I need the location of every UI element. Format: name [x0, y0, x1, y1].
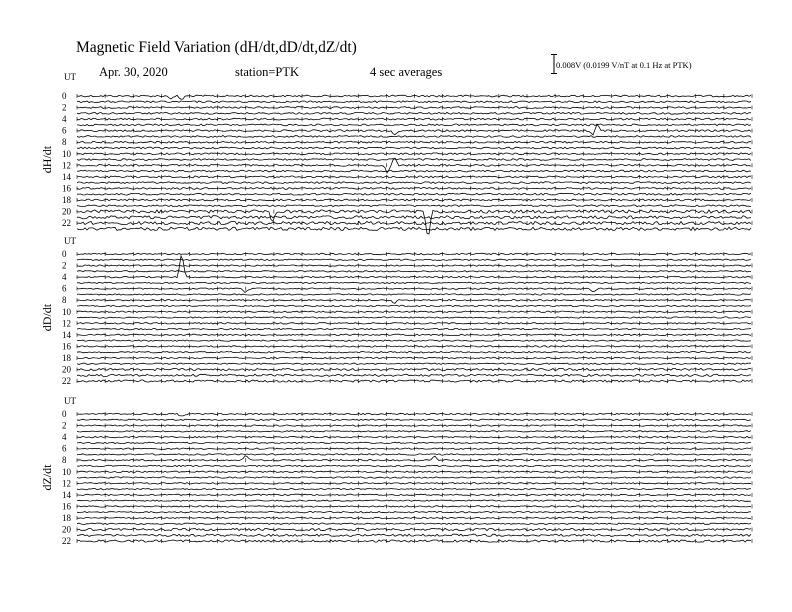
- date-label: Apr. 30, 2020: [99, 65, 168, 79]
- trace-line: [77, 380, 751, 382]
- trace-line: [77, 471, 751, 472]
- trace-line: [77, 259, 751, 260]
- trace-line: [77, 528, 751, 530]
- station-label: station=PTK: [235, 65, 299, 79]
- trace-line: [77, 456, 751, 461]
- hour-label: 4: [62, 432, 67, 443]
- hour-label: 12: [62, 160, 71, 171]
- hour-label: 12: [62, 318, 71, 329]
- hour-label: 0: [62, 409, 67, 419]
- trace-line: [77, 374, 751, 376]
- trace-line: [77, 436, 751, 437]
- trace-line: [77, 448, 751, 449]
- trace-line: [77, 494, 751, 495]
- trace-line: [77, 305, 751, 306]
- trace-line: [77, 465, 751, 466]
- trace-line: [77, 442, 751, 443]
- trace-line: [77, 512, 751, 513]
- axis-label-y: dH/dt: [40, 145, 54, 174]
- trace-line: [77, 210, 751, 234]
- trace-line: [77, 227, 751, 230]
- hour-label: 6: [62, 443, 67, 454]
- trace-line: [77, 431, 751, 432]
- trace-line: [77, 222, 751, 225]
- panel-dhdt: [40, 72, 752, 234]
- averaging-label: 4 sec averages: [370, 65, 443, 79]
- scale-label: 0.008V (0.0199 V/nT at 0.1 Hz at PTK): [556, 60, 692, 70]
- trace-line: [77, 176, 751, 178]
- trace-line: [77, 454, 751, 455]
- trace-line: [77, 517, 751, 518]
- trace-line: [77, 300, 751, 304]
- axis-label-y: dZ/dt: [40, 464, 54, 491]
- hour-label: 18: [62, 352, 71, 363]
- trace-line: [77, 483, 751, 484]
- trace-line: [77, 141, 751, 143]
- trace-line: [77, 328, 751, 329]
- trace-line: [77, 136, 751, 138]
- trace-line: [77, 282, 751, 283]
- trace-line: [77, 352, 751, 353]
- trace-line: [77, 346, 751, 347]
- trace-line: [77, 170, 751, 172]
- hour-label: 2: [62, 102, 67, 113]
- trace-line: [77, 193, 751, 195]
- trace-line: [77, 506, 751, 507]
- hour-label: 6: [62, 125, 67, 136]
- hour-label: 2: [62, 420, 67, 431]
- hour-label: 20: [62, 524, 71, 535]
- page-title: Magnetic Field Variation (dH/dt,dD/dt,dZ/dt): [76, 39, 357, 56]
- hour-label: 22: [62, 536, 71, 547]
- trace-line: [77, 534, 751, 536]
- hour-label: 8: [62, 455, 67, 466]
- trace-line: [77, 124, 751, 126]
- trace-line: [77, 288, 751, 293]
- trace-line: [77, 159, 751, 161]
- trace-line: [77, 147, 751, 149]
- hour-label: 0: [62, 249, 67, 259]
- hour-label: 14: [62, 489, 71, 500]
- trace-line: [77, 182, 751, 184]
- panel-dddt: [40, 236, 752, 386]
- trace-line: [77, 419, 751, 420]
- hour-label: 22: [62, 218, 71, 229]
- trace-line: [77, 153, 751, 155]
- trace-line: [77, 368, 751, 370]
- hour-label: 4: [62, 114, 67, 125]
- trace-line: [77, 488, 751, 489]
- trace-line: [77, 357, 751, 358]
- hour-label: 20: [62, 206, 71, 217]
- trace-line: [77, 363, 751, 364]
- trace-line: [77, 323, 751, 324]
- hour-label: 10: [62, 306, 71, 317]
- hour-label: 6: [62, 283, 67, 294]
- trace-line: [77, 265, 751, 266]
- hour-label: 8: [62, 137, 67, 148]
- hour-label: 14: [62, 171, 71, 182]
- trace-line: [77, 294, 751, 295]
- hour-label: 10: [62, 148, 71, 159]
- panel-dzdt: [40, 396, 752, 546]
- hour-label: 4: [62, 272, 67, 283]
- trace-line: [77, 523, 751, 524]
- trace-line: [77, 216, 751, 219]
- trace-line: [77, 118, 751, 120]
- trace-line: [77, 425, 751, 426]
- ut-label: UT: [64, 72, 76, 82]
- trace-line: [77, 205, 751, 207]
- trace-line: [77, 340, 751, 341]
- hour-label: 8: [62, 295, 67, 306]
- hour-label: 16: [62, 183, 71, 194]
- trace-line: [77, 317, 751, 318]
- trace-line: [77, 112, 751, 114]
- hour-label: 2: [62, 260, 67, 271]
- trace-line: [77, 124, 751, 134]
- hour-label: 22: [62, 376, 71, 387]
- trace-line: [77, 311, 751, 312]
- hour-label: 0: [62, 91, 67, 101]
- trace-line: [77, 500, 751, 501]
- ut-label: UT: [64, 236, 76, 246]
- hour-label: 14: [62, 329, 71, 340]
- trace-line: [77, 188, 751, 190]
- trace-line: [77, 253, 751, 254]
- ut-label: UT: [64, 396, 76, 406]
- axis-label-y: dD/dt: [40, 303, 54, 332]
- hour-label: 16: [62, 501, 71, 512]
- hour-label: 12: [62, 478, 71, 489]
- trace-line: [77, 540, 751, 542]
- trace-line: [77, 95, 751, 99]
- trace-line: [77, 107, 751, 109]
- trace-line: [77, 334, 751, 335]
- trace-line: [77, 101, 751, 103]
- trace-line: [77, 477, 751, 478]
- trace-line: [77, 413, 751, 416]
- trace-line: [77, 199, 751, 201]
- hour-label: 10: [62, 466, 71, 477]
- hour-label: 18: [62, 512, 71, 523]
- hour-label: 18: [62, 194, 71, 205]
- hour-label: 20: [62, 364, 71, 375]
- hour-label: 16: [62, 341, 71, 352]
